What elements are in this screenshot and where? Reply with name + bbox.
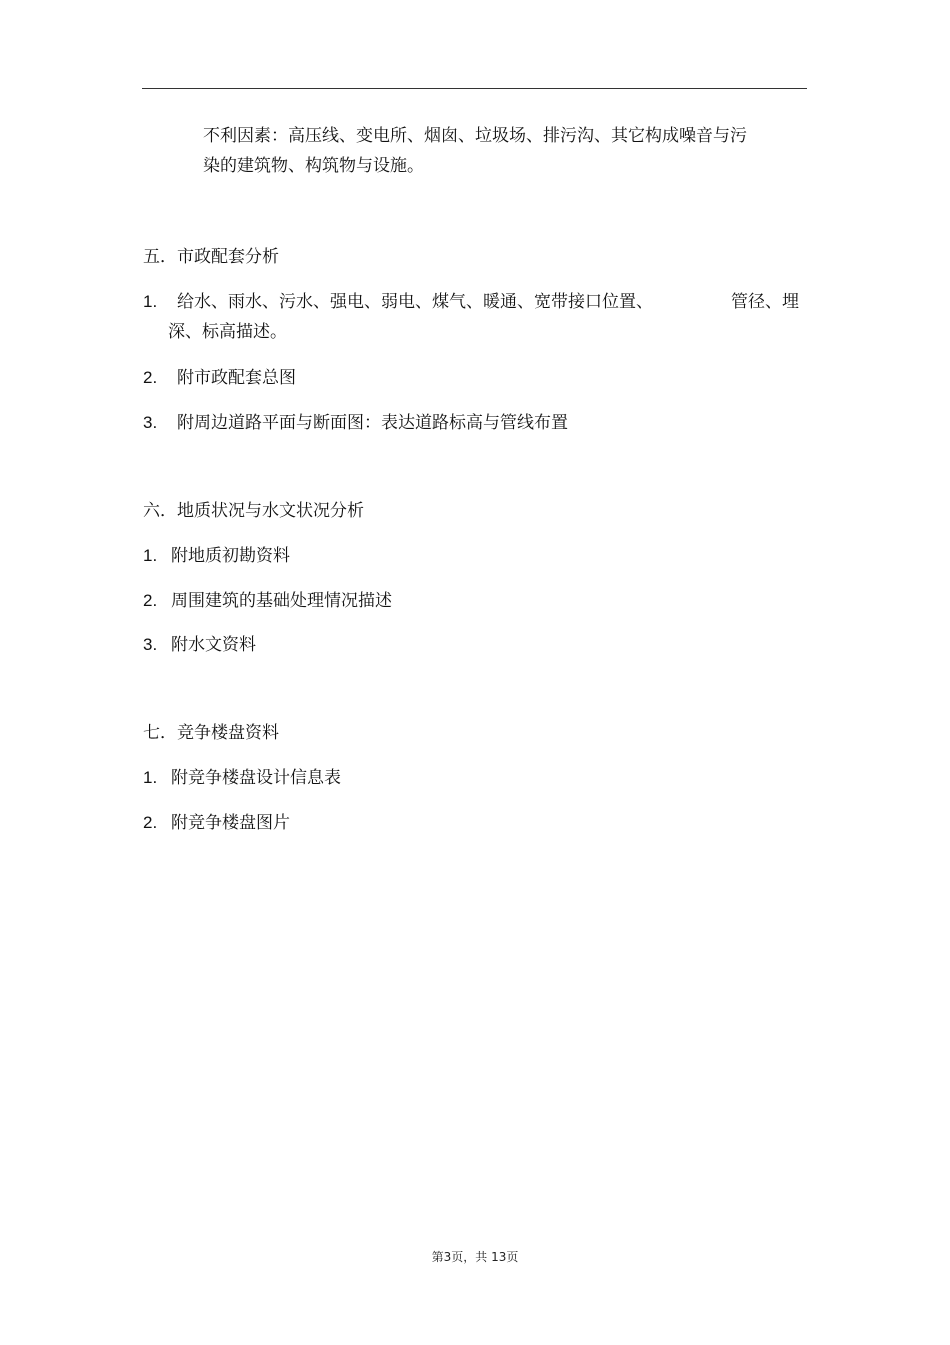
- section-6-item-1-text: 附地质初勘资料: [171, 546, 290, 566]
- section-7-heading: 七．竞争楼盘资料: [143, 723, 279, 743]
- section-6-item-1-number: 1.: [143, 546, 158, 565]
- section-5-item-1-number: 1.: [143, 292, 158, 311]
- section-6-heading: 六．地质状况与水文状况分析: [143, 501, 364, 521]
- section-7-item-1-number: 1.: [143, 768, 158, 787]
- header-rule: [142, 88, 807, 89]
- section-5-item-1-text-continued: 深、标高描述。: [168, 322, 287, 342]
- section-5-item-2-text: 附市政配套总图: [177, 368, 296, 388]
- section-5-item-2-number: 2.: [143, 368, 158, 387]
- section-5-item-1-text-tail: 管径、埋: [731, 292, 799, 312]
- section-5-item-3-text: 附周边道路平面与断面图：表达道路标高与管线布置: [177, 413, 568, 433]
- section-6-item-3-number: 3.: [143, 635, 158, 654]
- unfavorable-factors-line-1: 不利因素：高压线、变电所、烟囱、垃圾场、排污沟、其它构成噪音与污: [203, 126, 747, 146]
- section-7-item-2-text: 附竞争楼盘图片: [171, 813, 290, 833]
- section-5-item-3-number: 3.: [143, 413, 158, 432]
- section-5-item-1-text: 给水、雨水、污水、强电、弱电、煤气、暖通、宽带接口位置、: [177, 292, 653, 312]
- section-5-heading: 五．市政配套分析: [143, 247, 279, 267]
- unfavorable-factors-line-2: 染的建筑物、构筑物与设施。: [203, 156, 424, 176]
- section-7-item-2-number: 2.: [143, 813, 158, 832]
- section-6-item-2-number: 2.: [143, 591, 158, 610]
- section-6-item-2-text: 周围建筑的基础处理情况描述: [171, 591, 392, 611]
- section-6-item-3-text: 附水文资料: [171, 635, 256, 655]
- page-number-footer: 第3页，共 13页: [431, 1250, 519, 1264]
- section-7-item-1-text: 附竞争楼盘设计信息表: [171, 768, 341, 788]
